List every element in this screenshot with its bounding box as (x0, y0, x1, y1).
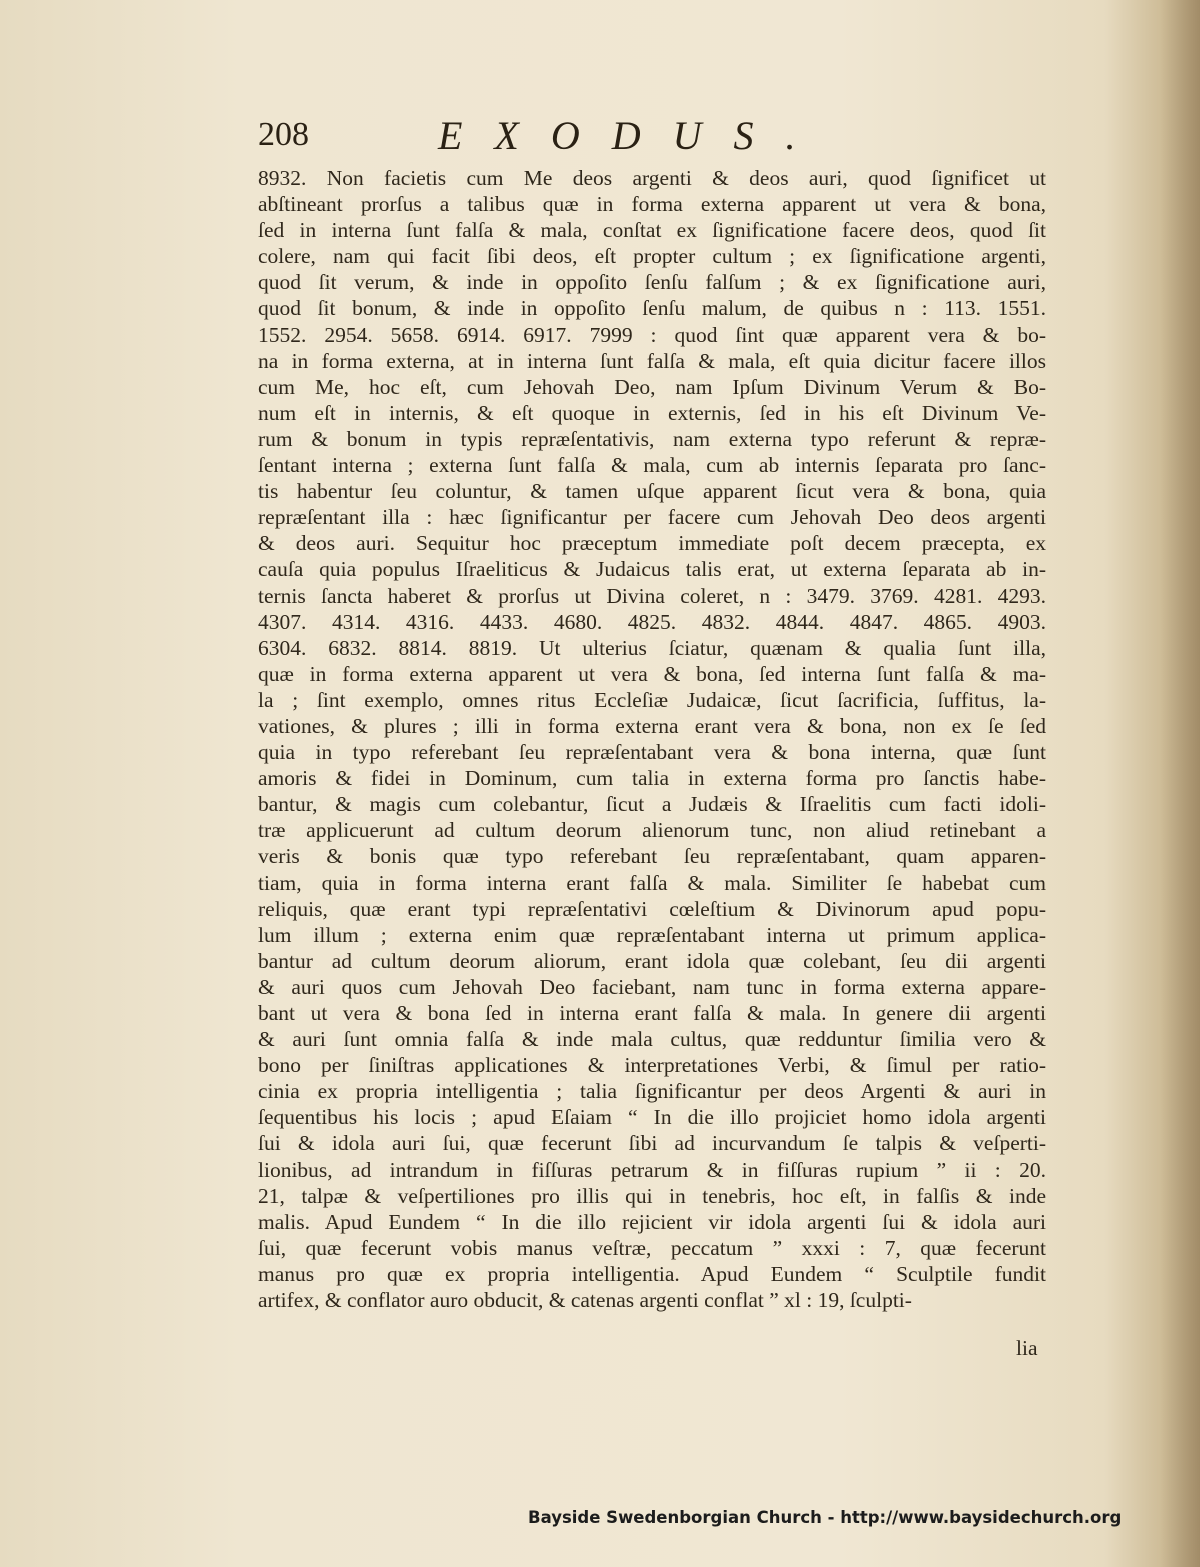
text-line: ſed in interna ſunt falſa & mala, conſtat ex ſignificatione facere deos, quod ſit (258, 218, 1046, 243)
text-line: quia in typo referebant ſeu repræſentabant vera & bona interna, quæ ſunt (258, 740, 1046, 765)
page-header (258, 112, 1058, 162)
text-line: veris & bonis quæ typo referebant ſeu repræſentabant, quam apparen- (258, 844, 1046, 869)
text-line: 21, talpæ & veſpertiliones pro illis qui in tenebris, hoc eſt, in falſis & inde (258, 1183, 1046, 1208)
text-line: bantur, & magis cum colebantur, ſicut a Judæis & Iſraelitis cum facti idoli- (258, 792, 1046, 817)
text-line: repræſentant illa : hæc ſignificantur per facere cum Jehovah Deo deos argenti (258, 505, 1046, 530)
text-line: & deos auri. Sequitur hoc præceptum immediate poſt decem præcepta, ex (258, 531, 1046, 556)
text-line: træ applicuerunt ad cultum deorum alienorum tunc, non aliud retinebant a (258, 818, 1046, 843)
text-line: ſentant interna ; externa ſunt falſa & mala, cum ab internis ſeparata pro ſanc- (258, 453, 1046, 478)
text-line: amoris & fidei in Dominum, cum talia in externa forma pro ſanctis habe- (258, 766, 1046, 791)
text-line: & auri quos cum Jehovah Deo faciebant, nam tunc in forma externa appare- (258, 974, 1046, 999)
text-line: 6304. 6832. 8814. 8819. Ut ulterius ſciatur, quænam & qualia ſunt illa, (258, 635, 1046, 660)
text-line: tiam, quia in forma interna erant falſa & mala. Similiter ſe habebat cum (258, 870, 1046, 895)
text-line: ternis ſancta haberet & prorſus ut Divina coleret, n : 3479. 3769. 4281. 4293. (258, 583, 1046, 608)
text-line: ſui, quæ fecerunt vobis manus veſtræ, peccatum ” xxxi : 7, quæ fecerunt (258, 1235, 1046, 1260)
text-line: la ; ſint exemplo, omnes ritus Eccleſiæ Judaicæ, ſicut ſacrificia, ſuffitus, la- (258, 687, 1046, 712)
text-line: lionibus, ad intrandum in fiſſuras petrarum & in fiſſuras rupium ” ii : 20. (258, 1157, 1046, 1182)
text-line: 4307. 4314. 4316. 4433. 4680. 4825. 4832. 4844. 4847. 4865. 4903. (258, 609, 1046, 634)
text-line: ſui & idola auri ſui, quæ fecerunt ſibi ad incurvandum ſe talpis & veſperti- (258, 1131, 1046, 1156)
text-line: 1552. 2954. 5658. 6914. 6917. 7999 : quod ſint quæ apparent vera & bo- (258, 322, 1046, 347)
text-line: ſequentibus his locis ; apud Eſaiam “ In die illo projiciet homo idola argenti (258, 1105, 1046, 1130)
page-number: 208 (258, 116, 309, 153)
text-line: quod ſit verum, & inde in oppoſito ſenſu falſum ; & ex ſignificatione auri, (258, 270, 1046, 295)
text-line: & auri ſunt omnia falſa & inde mala cultus, quæ redduntur ſimilia vero & (258, 1027, 1046, 1052)
body-paragraph (258, 165, 1046, 1313)
text-line: na in forma externa, at in interna ſunt falſa & mala, eſt quia dicitur facere illos (258, 348, 1046, 373)
text-line: manus pro quæ ex propria intelligentia. Apud Eundem “ Sculptile fundit (258, 1261, 1046, 1286)
text-line: quod ſit bonum, & inde in oppoſito ſenſu malum, de quibus n : 113. 1551. (258, 296, 1046, 321)
text-line: abſtineant prorſus a talibus quæ in forma externa apparent ut vera & bona, (258, 192, 1046, 217)
text-line: rum & bonum in typis repræſentativis, nam externa typo referunt & repræ- (258, 426, 1046, 451)
footer-credit: Bayside Swedenborgian Church - http://www.baysidechurch.org (528, 1508, 1122, 1527)
text-line: vationes, & plures ; illi in forma externa erant vera & bona, non ex ſe ſed (258, 713, 1046, 738)
text-line: tis habentur ſeu coluntur, & tamen uſque apparent ſicut vera & bona, quia (258, 479, 1046, 504)
text-line: cauſa quia populus Iſraeliticus & Judaicus talis erat, ut externa ſeparata ab in- (258, 557, 1046, 582)
text-line: 8932. Non facietis cum Me deos argenti & deos auri, quod ſignificet ut (258, 166, 1046, 190)
page-edge-shadow (1160, 0, 1200, 1567)
text-line: bant ut vera & bona ſed in interna erant falſa & mala. In genere dii argenti (258, 1001, 1046, 1025)
text-line: malis. Apud Eundem “ In die illo rejicient vir idola argenti ſui & idola auri (258, 1209, 1046, 1234)
text-line: cum Me, hoc eſt, cum Jehovah Deo, nam Ipſum Divinum Verum & Bo- (258, 374, 1046, 399)
text-line: lum illum ; externa enim quæ repræſentabant interna ut primum applica- (258, 922, 1046, 947)
text-line: cinia ex propria intelligentia ; talia ſignificantur per deos Argenti & auri in (258, 1079, 1046, 1104)
text-line: quæ in forma externa apparent ut vera & bona, ſed interna ſunt falſa & ma- (258, 661, 1046, 686)
text-line: reliquis, quæ erant typi repræſentativi cœleſtium & Divinorum apud popu- (258, 896, 1046, 921)
text-line: artifex, & conflator auro obducit, & catenas argenti conflat ” xl : 19, ſculpti- (258, 1288, 912, 1313)
text-line: colere, nam qui facit ſibi deos, eſt propter cultum ; ex ſignificatione argenti, (258, 244, 1046, 269)
text-line: bono per ſiniſtras applicationes & interpretationes Verbi, & ſimul per ratio- (258, 1053, 1046, 1078)
catchword: lia (1016, 1336, 1038, 1360)
text-line: num eſt in internis, & eſt quoque in externis, ſed in his eſt Divinum Ve- (258, 400, 1046, 425)
running-title: EXODUS. (438, 113, 828, 158)
text-line: bantur ad cultum deorum aliorum, erant idola quæ colebant, ſeu dii argenti (258, 948, 1046, 973)
